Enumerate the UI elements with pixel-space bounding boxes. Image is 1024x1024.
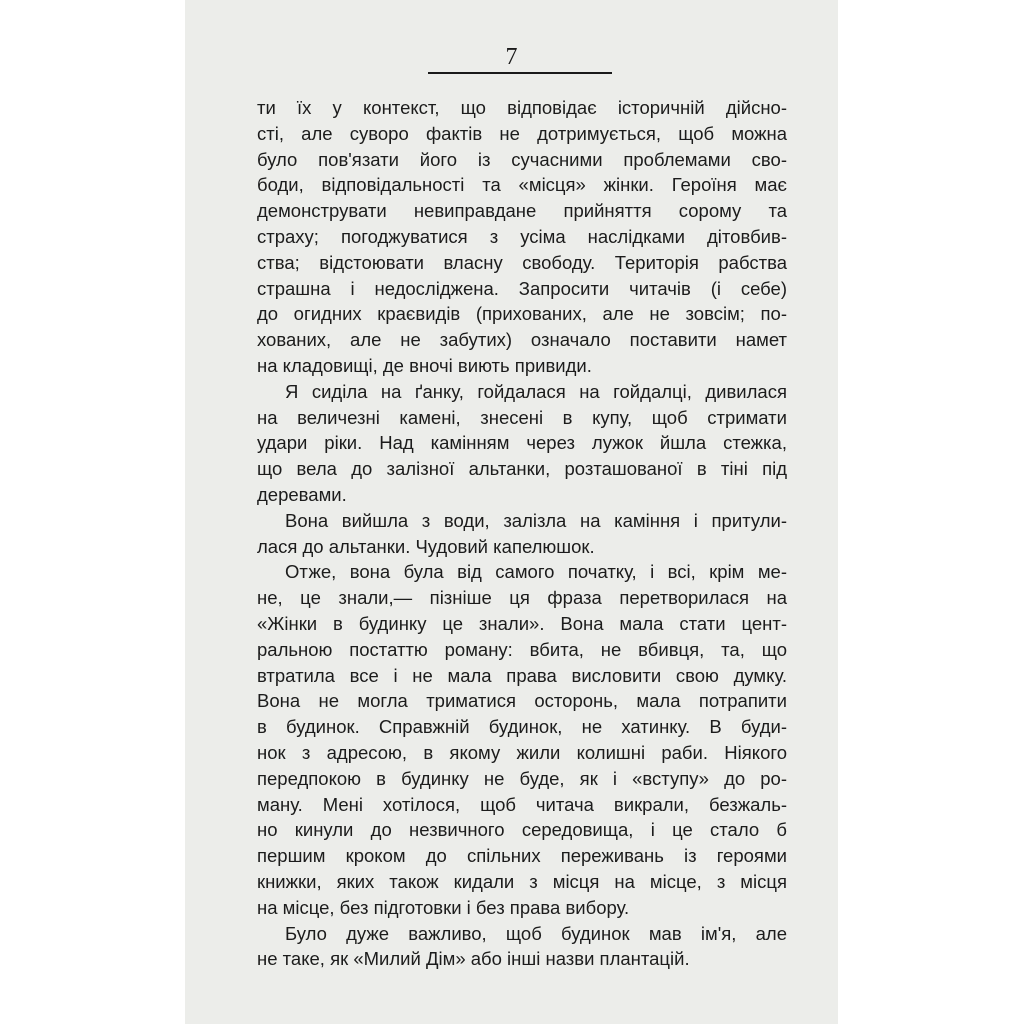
- paragraph: [257, 559, 787, 920]
- text-line: на кладовищі, де вночі виють привиди.: [257, 354, 592, 376]
- text-line: не, це знали,— пізніше ця фраза перетворилася на: [257, 587, 787, 609]
- text-line: ства; відстоювати власну свободу. Територія рабства: [257, 251, 787, 273]
- text-line: не таке, як «Милий Дім» або інші назви плантацій.: [257, 948, 690, 970]
- text-line: но кинули до незвичного середовища, і це стало б: [257, 819, 787, 841]
- text-line: лася до альтанки. Чудовий капелюшок.: [257, 535, 595, 557]
- text-line: нок з адресою, в якому жили колишні раби. Ніякого: [257, 741, 787, 763]
- text-line: сті, але суворо фактів не дотримується, щоб можна: [257, 122, 787, 144]
- text-line: передпокою в будинку не буде, як і «вступу» до ро-: [257, 767, 787, 789]
- text-line: що вела до залізної альтанки, розташованої в тіні під: [257, 458, 787, 480]
- book-page: [185, 0, 838, 1024]
- text-line: Вона вийшла з води, залізла на каміння і притули-: [285, 509, 787, 531]
- text-line: в будинок. Справжній будинок, не хатинку. В буди-: [257, 716, 787, 738]
- paragraph: [257, 921, 787, 973]
- text-line: на місце, без підготовки і без права вибору.: [257, 896, 630, 918]
- text-line: «Жінки в будинку це знали». Вона мала стати цент-: [257, 612, 787, 634]
- text-line: ману. Мені хотілося, щоб читача викрали, безжаль-: [257, 793, 787, 815]
- text-line: Було дуже важливо, щоб будинок мав ім'я, але: [285, 922, 787, 944]
- text-line: на величезні камені, знесені в купу, щоб стримати: [257, 406, 787, 428]
- text-line: було пов'язати його із сучасними проблемами сво-: [257, 148, 787, 170]
- text-line: деревами.: [257, 483, 347, 505]
- text-line: втратила все і не мала права висловити свою думку.: [257, 664, 787, 686]
- header-rule: [428, 72, 612, 74]
- page-body-text: [257, 95, 787, 972]
- text-line: демонструвати невиправдане прийняття сорому та: [257, 200, 787, 222]
- text-line: страху; погоджуватися з усіма наслідками дітовбив-: [257, 225, 787, 247]
- page-number: 7: [505, 44, 518, 70]
- text-line: книжки, яких також кидали з місця на місце, з місця: [257, 870, 787, 892]
- text-line: першим кроком до спільних переживань із героями: [257, 845, 787, 867]
- text-line: Вона не могла триматися осторонь, мала потрапити: [257, 690, 787, 712]
- text-line: хованих, але не забутих) означало поставити намет: [257, 329, 787, 351]
- paragraph: [257, 95, 787, 379]
- text-line: до огидних краєвидів (прихованих, але не зовсім; по-: [257, 303, 787, 325]
- text-line: ти їх у контекст, що відповідає історичній дійсно-: [257, 97, 787, 118]
- text-line: боди, відповідальності та «місця» жінки. Героїня має: [257, 174, 787, 196]
- text-line: Отже, вона була від самого початку, і всі, крім ме-: [285, 561, 787, 583]
- paragraph: [257, 508, 787, 560]
- paragraph: [257, 379, 787, 508]
- text-line: страшна і недосліджена. Запросити читачів (і себе): [257, 277, 787, 299]
- text-line: ральною постаттю роману: вбита, не вбивця, та, що: [257, 638, 787, 660]
- text-line: Я сиділа на ґанку, гойдалася на гойдалці, дивилася: [285, 380, 787, 402]
- text-line: удари ріки. Над камінням через лужок йшла стежка,: [257, 432, 787, 454]
